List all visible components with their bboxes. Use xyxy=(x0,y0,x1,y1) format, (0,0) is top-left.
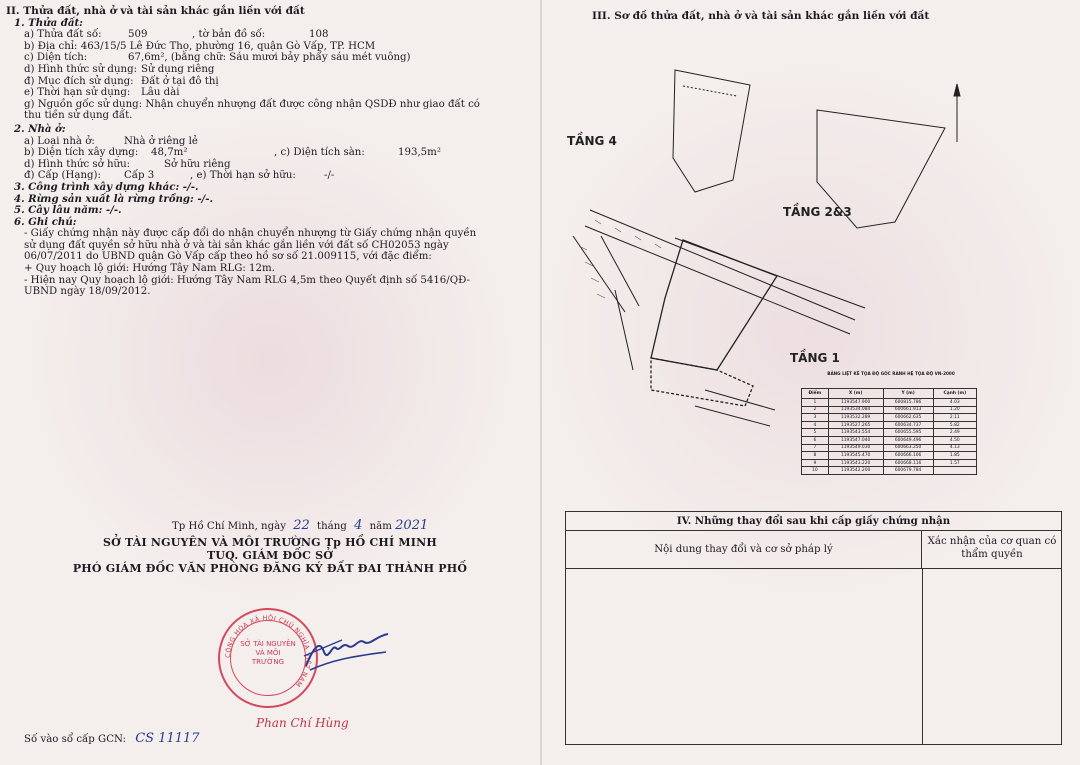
house-type-value: Nhà ở riêng lẻ xyxy=(124,135,198,147)
house-type-row xyxy=(6,136,526,148)
coord-row xyxy=(802,399,977,407)
coord-row xyxy=(802,467,977,475)
note-3: - Hiện nay Quy hoạch lộ giới: Hướng Tây Nam RLG 4,5m theo Quyết định số 5416/QĐ-UBND ngày 18/09/2012. xyxy=(24,274,470,298)
north-arrow xyxy=(954,84,960,142)
coord-cell: 1193545.470 xyxy=(828,452,883,460)
area-row xyxy=(6,52,526,64)
coord-row xyxy=(802,452,977,460)
coord-cell: 600666.106 xyxy=(883,452,933,460)
registration-label: Số vào sổ cấp GCN: xyxy=(24,734,126,745)
date-month-label: tháng xyxy=(317,521,347,532)
diagram-section-title: III. Sơ đồ thửa đất, nhà ở và tài sản khác gắn liền với đất xyxy=(592,10,930,22)
floor-2-3-label: TẦNG 2&3 xyxy=(783,205,852,219)
seal-center-text: SỞ TÀI NGUYÊN VÀ MÔI TRƯỜNG xyxy=(240,640,296,666)
origin: g) Nguồn gốc sử dụng: Nhận chuyển nhượng đất được công nhận QSDĐ như giao đất có thu tiền sử dụng đất. xyxy=(24,98,480,122)
house-title: 2. Nhà ở: xyxy=(14,122,66,135)
changes-header-row xyxy=(566,531,1061,569)
coord-row xyxy=(802,444,977,452)
own-form-value: Sở hữu riêng xyxy=(164,158,231,170)
coord-row xyxy=(802,436,977,444)
page-fold xyxy=(540,0,542,765)
coord-header: Cạnh (m) xyxy=(933,389,976,399)
issuer-title: PHÓ GIÁM ĐỐC VĂN PHÒNG ĐĂNG KÝ ĐẤT ĐAI THÀNH PHỐ xyxy=(72,562,468,575)
coord-cell: 1.57 xyxy=(933,459,976,467)
coord-cell: 600815.786 xyxy=(883,399,933,407)
coord-cell: 1193543.554 xyxy=(828,429,883,437)
map-number: 108 xyxy=(309,29,329,41)
area-label: c) Diện tích: xyxy=(24,52,88,64)
coord-cell: 1.20 xyxy=(933,406,976,414)
coord-cell: 9 xyxy=(802,459,829,467)
grade-row xyxy=(6,170,526,182)
date-year: 2021 xyxy=(395,518,429,533)
issuer-authority: TUQ. GIÁM ĐỐC SỞ xyxy=(206,549,334,562)
coord-cell: 4 xyxy=(802,421,829,429)
issuer-department: SỞ TÀI NGUYÊN VÀ MÔI TRƯỜNG Tp HỒ CHÍ MINH xyxy=(103,536,437,549)
coord-row xyxy=(802,421,977,429)
use-form-row xyxy=(6,64,526,76)
registration-number xyxy=(24,731,200,746)
coord-cell: 600668.116 xyxy=(883,459,933,467)
coord-cell: 7 xyxy=(802,444,829,452)
street-hatching xyxy=(579,220,661,298)
section-title: II. Thửa đất, nhà ở và tài sản khác gắn liền với đất xyxy=(6,5,305,17)
coord-cell: 1193547.040 xyxy=(828,436,883,444)
coord-row xyxy=(802,429,977,437)
date-year-label: năm xyxy=(369,521,392,532)
coordinate-table xyxy=(801,388,977,475)
coord-cell: 600634.737 xyxy=(883,421,933,429)
parcel-label: a) Thửa đất số: xyxy=(24,29,102,41)
section-land-house xyxy=(6,6,526,298)
use-form-value: Sử dụng riêng xyxy=(141,63,215,75)
grade-label: đ) Cấp (Hạng): xyxy=(24,170,101,182)
address-row xyxy=(6,41,526,53)
notes-title: 6. Ghi chú: xyxy=(14,215,77,228)
coord-cell: 1193542.200 xyxy=(828,467,883,475)
term-value: Lâu dài xyxy=(141,87,180,99)
floor-1-label: TẦNG 1 xyxy=(790,351,840,365)
coord-cell: 1193527.265 xyxy=(828,421,883,429)
signature-scribble xyxy=(302,626,392,676)
date-prefix: Tp Hồ Chí Minh, ngày xyxy=(172,521,286,532)
issue-date xyxy=(172,518,428,533)
coord-header: X (m) xyxy=(828,389,883,399)
coord-cell: 2.11 xyxy=(933,414,976,422)
coord-cell: 10 xyxy=(802,467,829,475)
coord-cell: 1193543.220 xyxy=(828,459,883,467)
coord-cell: 5 xyxy=(802,429,829,437)
coord-cell: 2 xyxy=(802,406,829,414)
own-term-label: , e) Thời hạn sở hữu: xyxy=(190,170,296,182)
note-1: - Giấy chứng nhận này được cấp đổi do nhận chuyển nhượng từ Giấy chứng nhận quyền sử dụng đất quyền sở hữu nhà ở và tài sản khác gắn liền với đất số CH02053 ngày 06/07/2011 do UBND quận Gò Vấp cấp theo hồ sơ số 21.009115, với đặc điểm: xyxy=(24,228,477,263)
coord-cell: 1193534.084 xyxy=(828,406,883,414)
other-construction: 3. Công trình xây dựng khác: -/-. xyxy=(14,180,199,193)
coord-cell: 2.49 xyxy=(933,429,976,437)
built-area-value: 48,7m² xyxy=(151,147,188,159)
parcel-row xyxy=(6,29,526,41)
coord-cell: 600655.595 xyxy=(883,429,933,437)
coord-cell: 600661.913 xyxy=(883,406,933,414)
own-term-value: -/- xyxy=(324,170,335,182)
coord-cell: 1193549.030 xyxy=(828,444,883,452)
signature-heading xyxy=(0,536,540,575)
area-value: 67,6m², (bằng chữ: Sáu mươi bảy phẩy sáu mét vuông) xyxy=(128,52,411,64)
coord-cell: 1 xyxy=(802,399,829,407)
term-row xyxy=(6,87,526,99)
term-label: e) Thời hạn sử dụng: xyxy=(24,87,131,99)
changes-content-header: Nội dung thay đổi và cơ sở pháp lý xyxy=(566,531,922,568)
changes-column-divider xyxy=(922,569,923,745)
date-month: 4 xyxy=(354,518,363,533)
coord-cell: 6 xyxy=(802,436,829,444)
land-title: 1. Thửa đất: xyxy=(14,16,83,29)
changes-title: IV. Những thay đổi sau khi cấp giấy chứng nhận xyxy=(566,512,1061,531)
coord-row xyxy=(802,414,977,422)
coord-header: Điểm xyxy=(802,389,829,399)
coord-header: Y (m) xyxy=(883,389,933,399)
registration-value: CS 11117 xyxy=(135,731,200,746)
floor-area-value: 193,5m² xyxy=(398,147,441,159)
map-label: , tờ bản đồ số: xyxy=(192,29,266,41)
coord-cell: 600662.635 xyxy=(883,414,933,422)
grade-value: Cấp 3 xyxy=(124,170,155,182)
coord-cell: 5.82 xyxy=(933,421,976,429)
coord-cell: 4.50 xyxy=(933,436,976,444)
date-day: 22 xyxy=(293,518,310,533)
coord-cell: 4.13 xyxy=(933,444,976,452)
note-2: + Quy hoạch lộ giới: Hướng Tây Nam RLG: 12m. xyxy=(24,263,275,275)
purpose-row xyxy=(6,76,526,88)
perennial-trees: 5. Cây lâu năm: -/-. xyxy=(14,204,122,217)
coord-row xyxy=(802,459,977,467)
floor-1-outline xyxy=(651,240,777,406)
coord-cell: 600649.496 xyxy=(883,436,933,444)
coord-cell: 600679.784 xyxy=(883,467,933,475)
coord-header-row xyxy=(802,389,977,399)
seal-ring-text: CỘNG HÒA XÃ HỘI CHỦ NGHĨA VIỆT NAM xyxy=(223,613,313,689)
coord-cell: 4.03 xyxy=(933,399,976,407)
floor-area-label: , c) Diện tích sàn: xyxy=(274,147,365,159)
parcel-number: 509 xyxy=(128,29,148,41)
coord-cell: 1193547.900 xyxy=(828,399,883,407)
own-form-label: d) Hình thức sở hữu: xyxy=(24,158,131,170)
coord-cell xyxy=(933,467,976,475)
coord-cell: 1193532.289 xyxy=(828,414,883,422)
built-area-row xyxy=(6,147,526,159)
house-type-label: a) Loại nhà ở: xyxy=(24,135,95,147)
coord-cell: 600663.250 xyxy=(883,444,933,452)
purpose-label: đ) Mục đích sử dụng: xyxy=(24,75,134,87)
coord-row xyxy=(802,406,977,414)
purpose-value: Đất ở tại đô thị xyxy=(141,75,219,87)
address: b) Địa chỉ: 463/15/5 Lê Đức Thọ, phường 16, quận Gò Vấp, TP. HCM xyxy=(24,40,376,52)
built-area-label: b) Diện tích xây dựng: xyxy=(24,147,139,159)
coord-cell: 8 xyxy=(802,452,829,460)
coord-cell: 1.85 xyxy=(933,452,976,460)
floor-4-label: TẦNG 4 xyxy=(567,134,617,148)
use-form-label: d) Hình thức sử dụng: xyxy=(24,63,138,75)
floor-4-outline xyxy=(673,70,750,192)
own-form-row xyxy=(6,159,526,171)
changes-table xyxy=(565,511,1062,745)
coord-cell: 3 xyxy=(802,414,829,422)
planted-forest: 4. Rừng sản xuất là rừng trồng: -/-. xyxy=(14,192,214,205)
coordinate-table-body xyxy=(802,399,977,475)
signer-name: Phan Chí Hùng xyxy=(256,716,349,730)
coordinate-caption: BẢNG LIỆT KÊ TỌA ĐỘ GÓC RANH HỆ TỌA ĐỘ VN-2000 xyxy=(827,371,955,376)
changes-confirm-header: Xác nhận của cơ quan có thẩm quyền xyxy=(927,536,1057,560)
